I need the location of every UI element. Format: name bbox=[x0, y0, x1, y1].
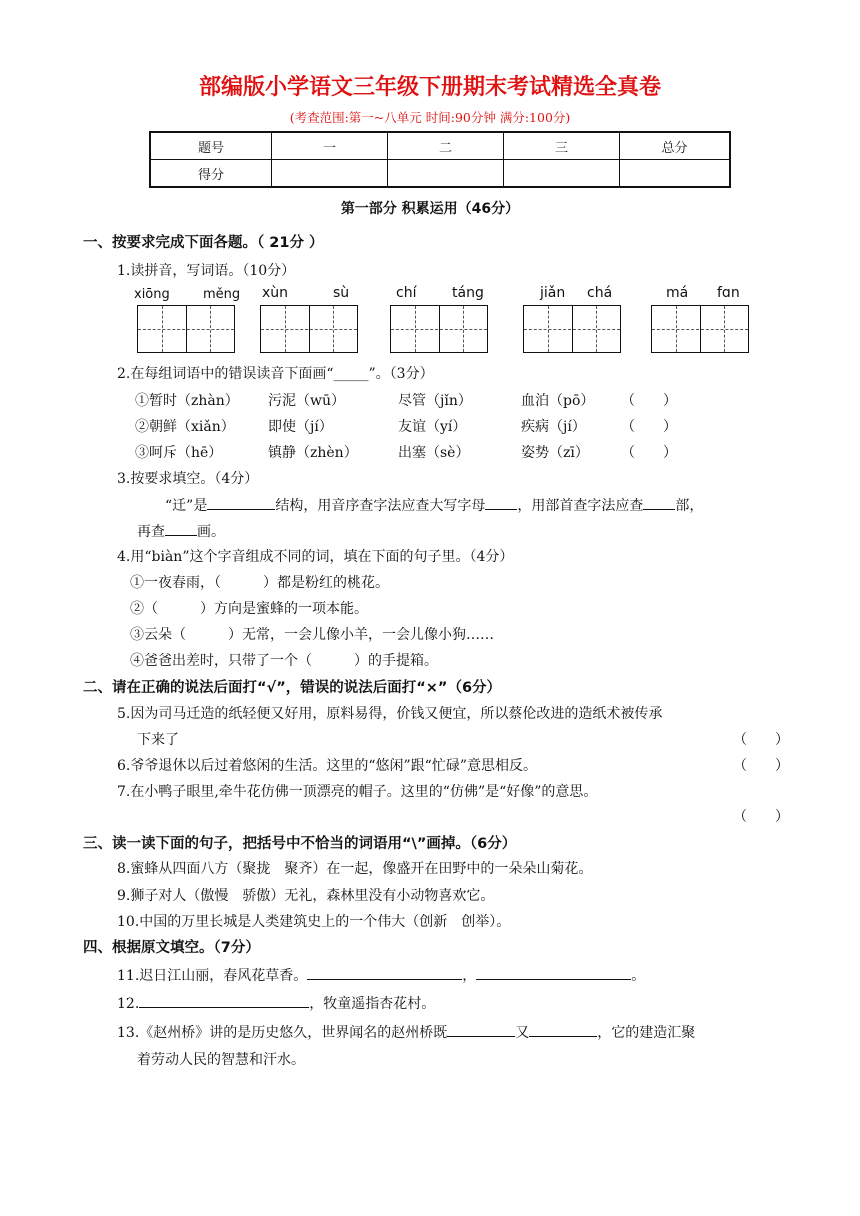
fill-blank[interactable] bbox=[165, 535, 197, 536]
sentence-item: ②（ ）方向是蜜蜂的一项本能。 bbox=[130, 601, 368, 617]
answer-paren[interactable]: （ ） bbox=[733, 732, 789, 748]
word-item: 疾病（jí） bbox=[521, 419, 586, 435]
question-13-cont: 着劳动人民的智慧和汗水。 bbox=[137, 1052, 305, 1068]
question-3: 3.按要求填空。（4分） bbox=[117, 471, 259, 487]
text-fragment: ，用部首查字法应查 bbox=[517, 498, 644, 514]
score-input-cell[interactable] bbox=[504, 160, 620, 188]
word-item: 血泊（pō） bbox=[521, 393, 595, 409]
text-fragment: 再查 bbox=[137, 524, 165, 540]
pinyin: xiōng bbox=[134, 287, 170, 302]
page-title: 部编版小学语文三年级下册期末考试精选全真卷 bbox=[198, 75, 661, 100]
fill-blank[interactable] bbox=[476, 979, 631, 980]
section-4-heading: 四、根据原文填空。（7分） bbox=[83, 940, 260, 956]
fill-blank[interactable] bbox=[307, 979, 462, 980]
text-fragment: 12. bbox=[117, 996, 140, 1012]
answer-paren[interactable]: （ ） bbox=[733, 809, 789, 825]
answer-paren[interactable]: （ ） bbox=[621, 445, 677, 461]
fill-blank[interactable] bbox=[643, 509, 675, 510]
answer-paren[interactable]: （ ） bbox=[621, 393, 677, 409]
section-1-heading: 一、按要求完成下面各题。（ 21分 ） bbox=[83, 235, 324, 251]
text-fragment: 。 bbox=[631, 968, 646, 984]
text-fragment: “迁”是 bbox=[165, 498, 208, 514]
question-5-cont: 下来了 bbox=[137, 732, 179, 748]
text-fragment: 又 bbox=[515, 1025, 530, 1041]
pinyin: xùn bbox=[262, 285, 289, 301]
pinyin: měng bbox=[203, 287, 241, 302]
writing-grid[interactable] bbox=[390, 305, 488, 353]
section-2-heading: 二、请在正确的说法后面打“√”，错误的说法后面打“×”（6分） bbox=[83, 680, 502, 696]
score-header-cell: 总分 bbox=[620, 132, 731, 160]
word-item: 即使（jí） bbox=[268, 419, 333, 435]
score-header-cell: 二 bbox=[388, 132, 504, 160]
text-fragment: ， bbox=[462, 968, 477, 984]
sentence-item: ①一夜春雨，（ ）都是粉红的桃花。 bbox=[130, 575, 389, 591]
text-fragment: ，牧童遥指杏花村。 bbox=[309, 996, 436, 1012]
fill-blank[interactable] bbox=[529, 1036, 597, 1037]
text-fragment: 11.迟日江山丽，春风花草香。 bbox=[117, 968, 308, 984]
pinyin: jiǎn bbox=[540, 285, 566, 301]
score-input-cell[interactable] bbox=[388, 160, 504, 188]
question-2: 2.在每组词语中的错误读音下面画“_____”。（3分） bbox=[117, 366, 434, 382]
text-fragment: 结构，用音序查字法应查大写字母 bbox=[275, 498, 486, 514]
question-3-line bbox=[137, 521, 225, 541]
word-item: ③呵斥（hē） bbox=[135, 445, 223, 461]
fill-blank[interactable] bbox=[207, 509, 275, 510]
word-item: ②朝鲜（xiǎn） bbox=[135, 419, 235, 435]
question-3-line bbox=[165, 495, 703, 515]
score-header-cell: 三 bbox=[504, 132, 620, 160]
writing-grid[interactable] bbox=[523, 305, 621, 353]
fill-blank[interactable] bbox=[485, 509, 517, 510]
score-input-cell[interactable] bbox=[272, 160, 388, 188]
word-item: 污泥（wū） bbox=[268, 393, 345, 409]
text-fragment: 画。 bbox=[197, 524, 225, 540]
text-fragment: 部， bbox=[675, 498, 704, 514]
question-12 bbox=[117, 993, 435, 1013]
pinyin: chá bbox=[587, 285, 613, 301]
pinyin: sù bbox=[333, 285, 350, 301]
question-7: 7.在小鸭子眼里,牵牛花仿佛一顶漂亮的帽子。这里的“仿佛”是“好像”的意思。 bbox=[117, 784, 598, 800]
question-10: 10.中国的万里长城是人类建筑史上的一个伟大（创新 创举）。 bbox=[117, 914, 511, 930]
question-6: 6.爷爷退休以后过着悠闲的生活。这里的“悠闲”跟“忙碌”意思相反。 bbox=[117, 758, 537, 774]
word-item: ①暂时（zhàn） bbox=[135, 393, 239, 409]
word-item: 友谊（yí） bbox=[398, 419, 467, 435]
question-5: 5.因为司马迁造的纸轻便又好用，原料易得，价钱又便宜，所以蔡伦改进的造纸术被传承 bbox=[117, 706, 663, 722]
answer-paren[interactable]: （ ） bbox=[733, 758, 789, 774]
score-table bbox=[149, 131, 731, 188]
pinyin: chí bbox=[396, 285, 417, 301]
question-8: 8.蜜蜂从四面八方（聚拢 聚齐）在一起，像盛开在田野中的一朵朵山菊花。 bbox=[117, 861, 593, 877]
word-item: 尽管（jǐn） bbox=[398, 393, 472, 409]
word-item: 出塞（sè） bbox=[398, 445, 470, 461]
pinyin: má bbox=[666, 285, 689, 301]
question-9: 9.狮子对人（傲慢 骄傲）无礼，森林里没有小动物喜欢它。 bbox=[117, 888, 495, 904]
pinyin: táng bbox=[452, 285, 484, 301]
pinyin: fɑn bbox=[717, 285, 740, 301]
exam-subtitle: (考查范围:第一~八单元 时间:90分钟 满分:100分) bbox=[289, 110, 571, 125]
question-11 bbox=[117, 965, 645, 985]
writing-grid[interactable] bbox=[260, 305, 358, 353]
score-input-cell[interactable] bbox=[620, 160, 731, 188]
writing-grid[interactable] bbox=[137, 305, 235, 353]
score-row-label: 得分 bbox=[150, 160, 272, 188]
writing-grid[interactable] bbox=[651, 305, 749, 353]
sentence-item: ④爸爸出差时，只带了一个（ ）的手提箱。 bbox=[130, 653, 438, 669]
sentence-item: ③云朵（ ）无常，一会儿像小羊，一会儿像小狗…… bbox=[130, 627, 494, 643]
word-item: 镇静（zhèn） bbox=[268, 445, 358, 461]
question-13 bbox=[117, 1022, 695, 1042]
answer-paren[interactable]: （ ） bbox=[621, 419, 677, 435]
question-1: 1.读拼音，写词语。（10分） bbox=[117, 263, 296, 279]
score-header-cell: 题号 bbox=[150, 132, 272, 160]
score-header-cell: 一 bbox=[272, 132, 388, 160]
question-4: 4.用“biàn”这个字音组成不同的词，填在下面的句子里。（4分） bbox=[117, 549, 514, 565]
text-fragment: ，它的建造汇聚 bbox=[597, 1025, 696, 1041]
fill-blank[interactable] bbox=[447, 1036, 515, 1037]
fill-blank[interactable] bbox=[139, 1007, 309, 1008]
word-item: 姿势（zī） bbox=[521, 445, 589, 461]
part-heading: 第一部分 积累运用（46分） bbox=[340, 201, 520, 217]
section-3-heading: 三、读一读下面的句子，把括号中不恰当的词语用“\”画掉。（6分） bbox=[83, 836, 517, 852]
text-fragment: 13.《赵州桥》讲的是历史悠久，世界闻名的赵州桥既 bbox=[117, 1025, 448, 1041]
